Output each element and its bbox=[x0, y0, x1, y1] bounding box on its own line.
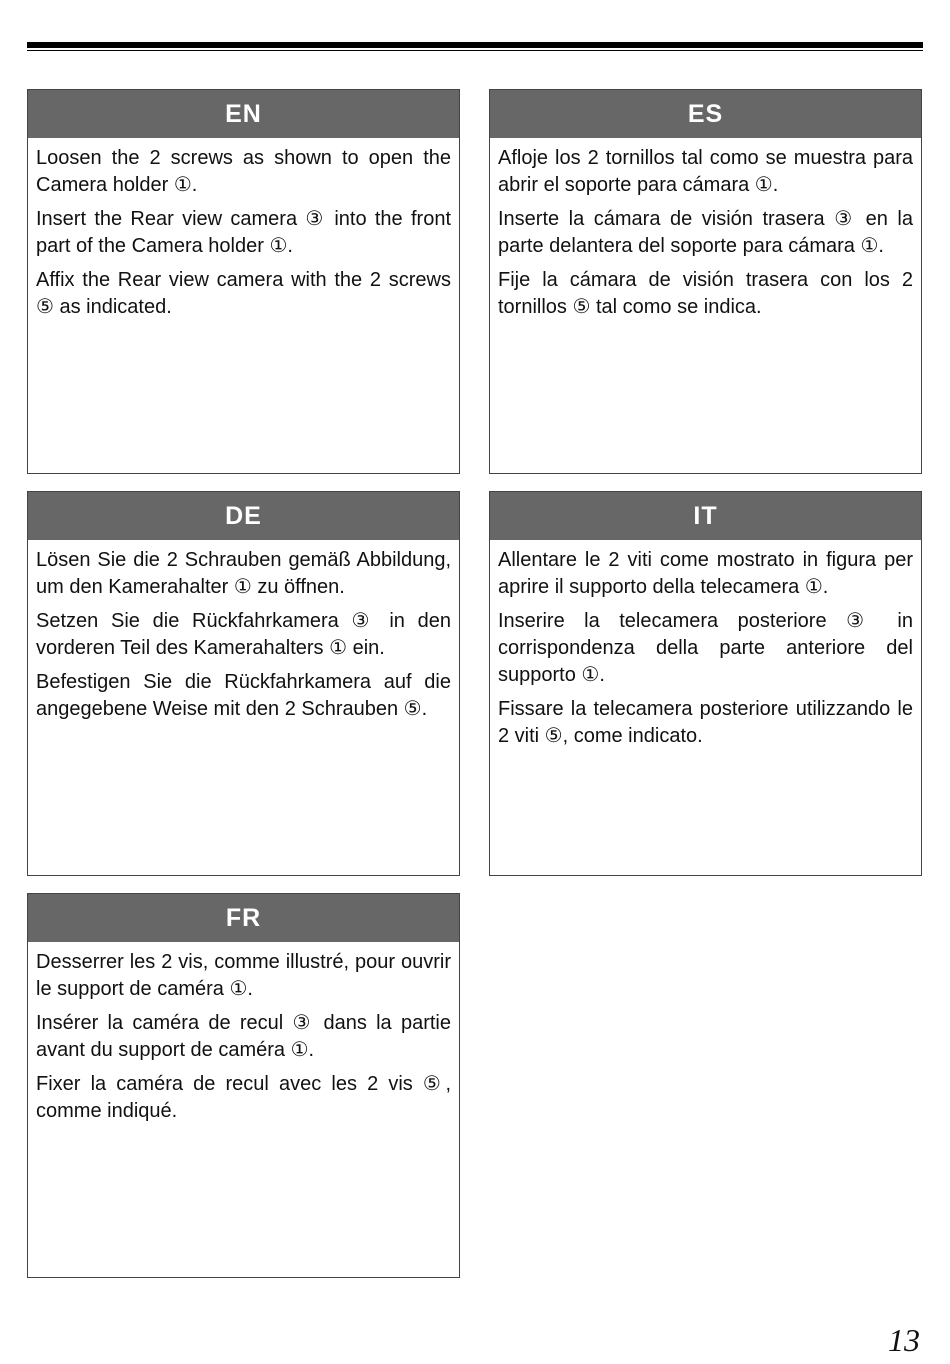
top-rule-thin bbox=[27, 50, 923, 51]
instruction-paragraph: Fixer la caméra de recul avec les 2 vis ⑤, comme indiqué. bbox=[36, 1073, 451, 1122]
instruction-paragraph: Insert the Rear view camera ③ into the front part of the Camera holder ①. bbox=[36, 208, 451, 257]
section-header-it: IT bbox=[490, 492, 921, 540]
page-number: 13 bbox=[888, 1322, 920, 1358]
instruction-paragraph: Afloje los 2 tornillos tal como se muestra para abrir el soporte para cámara ①. bbox=[498, 147, 913, 196]
instruction-paragraph: Loosen the 2 screws as shown to open the Camera holder ①. bbox=[36, 147, 451, 196]
instruction-paragraph: Fissare la telecamera posteriore utilizzando le 2 viti ⑤, come indicato. bbox=[498, 698, 913, 747]
instruction-paragraph: Allentare le 2 viti come mostrato in figura per aprire il supporto della telecamera ①. bbox=[498, 549, 913, 598]
instruction-paragraph: Lösen Sie die 2 Schrauben gemäß Abbildung, um den Kamerahalter ① zu öffnen. bbox=[36, 549, 451, 598]
instruction-paragraph: Befestigen Sie die Rückfahrkamera auf die angegebene Weise mit den 2 Schrauben ⑤. bbox=[36, 671, 451, 720]
section-header-fr: FR bbox=[28, 894, 459, 942]
section-it bbox=[489, 491, 922, 876]
section-es bbox=[489, 89, 922, 474]
instruction-paragraph: Inserire la telecamera posteriore ③ in corrispondenza della parte anteriore del supporto ①. bbox=[498, 610, 913, 686]
instruction-paragraph: Insérer la caméra de recul ③ dans la partie avant du support de caméra ①. bbox=[36, 1012, 451, 1061]
section-en bbox=[27, 89, 460, 474]
instruction-paragraph: Setzen Sie die Rückfahrkamera ③ in den vorderen Teil des Kamerahalters ① ein. bbox=[36, 610, 451, 659]
top-rule bbox=[27, 42, 923, 48]
section-header-es: ES bbox=[490, 90, 921, 138]
section-de bbox=[27, 491, 460, 876]
section-header-de: DE bbox=[28, 492, 459, 540]
section-header-en: EN bbox=[28, 90, 459, 138]
section-fr bbox=[27, 893, 460, 1278]
instruction-paragraph: Affix the Rear view camera with the 2 screws ⑤ as indicated. bbox=[36, 269, 451, 318]
instruction-paragraph: Desserrer les 2 vis, comme illustré, pour ouvrir le support de caméra ①. bbox=[36, 951, 451, 1000]
instruction-paragraph: Fije la cámara de visión trasera con los 2 tornillos ⑤ tal como se indica. bbox=[498, 269, 913, 318]
instruction-paragraph: Inserte la cámara de visión trasera ③ en la parte delantera del soporte para cámara ①. bbox=[498, 208, 913, 257]
